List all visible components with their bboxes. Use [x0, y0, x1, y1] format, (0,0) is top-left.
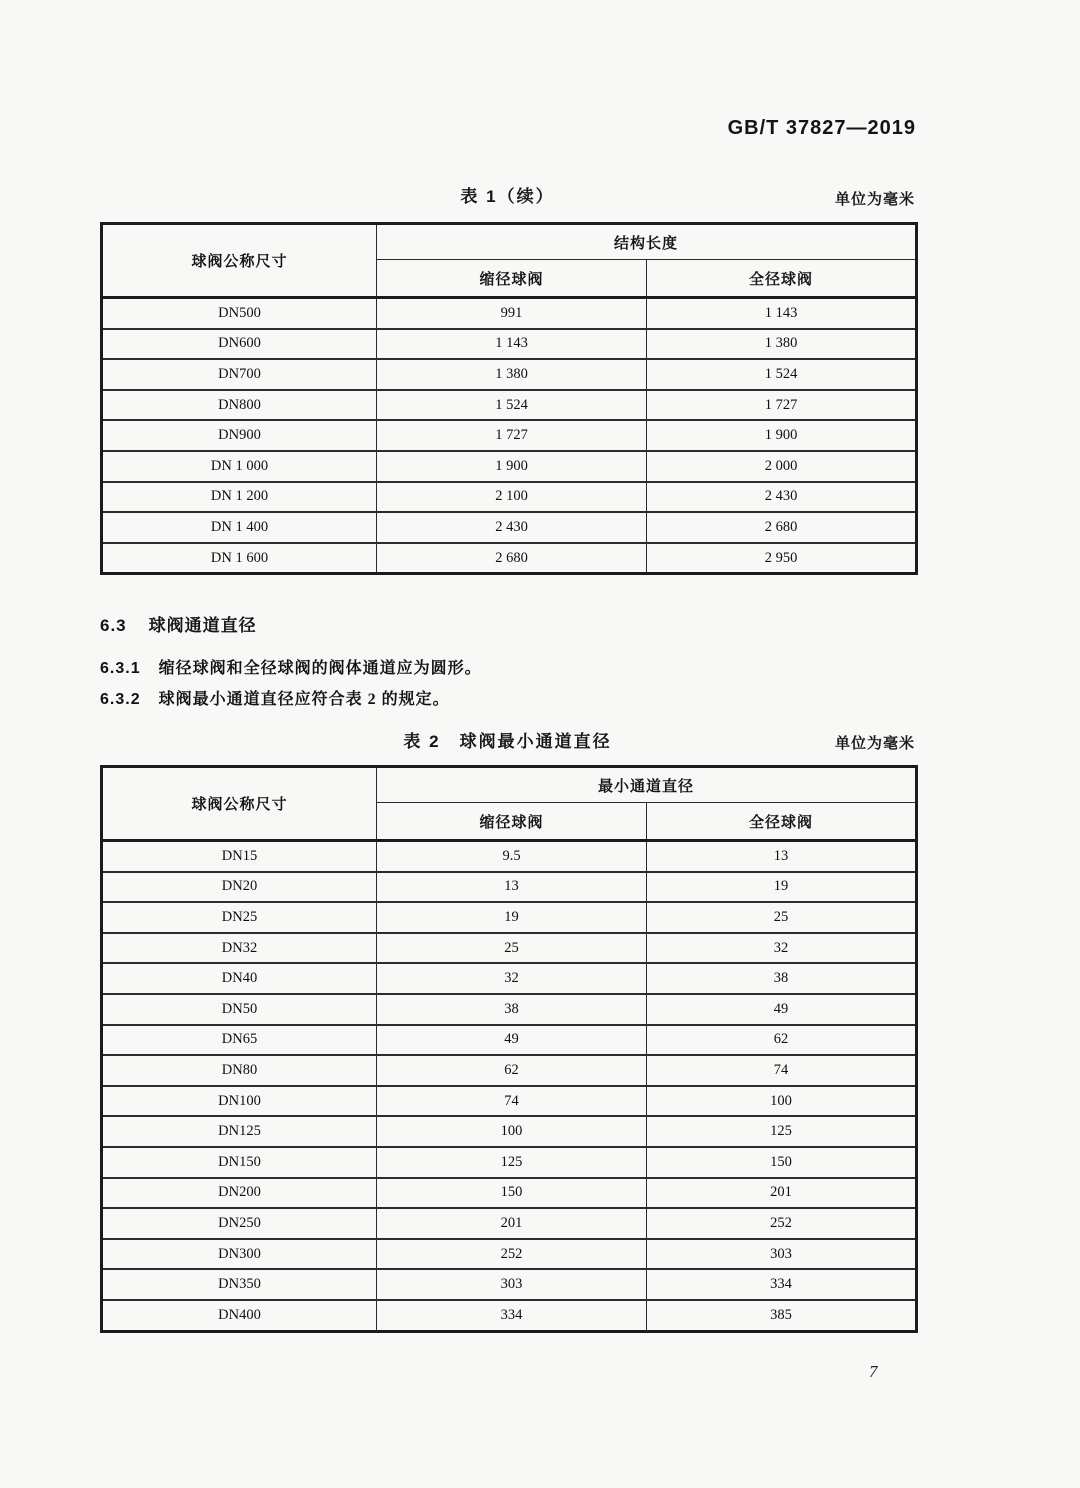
table-header-row: [102, 224, 917, 260]
page-number: 7: [869, 1362, 878, 1381]
cell-dn: DN125: [102, 1116, 377, 1147]
cell-dn: DN200: [102, 1178, 377, 1209]
cell-dn: DN600: [102, 329, 377, 360]
cell-full: 201: [647, 1178, 917, 1209]
cell-dn: DN 1 600: [102, 543, 377, 574]
table-row: [102, 933, 917, 964]
cell-reduced: 32: [377, 963, 647, 994]
table2-header: [102, 767, 917, 841]
table-header-row: [102, 767, 917, 803]
table2-subheader-reduced: 缩径球阀: [377, 803, 647, 841]
cell-dn: DN800: [102, 390, 377, 421]
cell-dn: DN700: [102, 359, 377, 390]
cell-dn: DN80: [102, 1055, 377, 1086]
section-heading: [100, 611, 257, 636]
cell-reduced: 125: [377, 1147, 647, 1178]
cell-reduced: 150: [377, 1178, 647, 1209]
cell-full: 2 430: [647, 482, 917, 513]
cell-reduced: 25: [377, 933, 647, 964]
cell-dn: DN150: [102, 1147, 377, 1178]
table-row: [102, 390, 917, 421]
standard-number: GB/T 37827—2019: [727, 117, 916, 139]
cell-reduced: 62: [377, 1055, 647, 1086]
table-row: [102, 1269, 917, 1300]
table-row: [102, 963, 917, 994]
table1-subheader-full: 全径球阀: [647, 260, 917, 298]
table-row: [102, 994, 917, 1025]
table-row: [102, 1208, 917, 1239]
cell-dn: DN300: [102, 1239, 377, 1270]
cell-reduced: 334: [377, 1300, 647, 1331]
table1-structure-length: [100, 222, 918, 575]
table2-group-header: 最小通道直径: [377, 767, 917, 803]
table-row: [102, 1178, 917, 1209]
cell-full: 49: [647, 994, 917, 1025]
cell-full: 1 524: [647, 359, 917, 390]
cell-full: 38: [647, 963, 917, 994]
cell-reduced: 303: [377, 1269, 647, 1300]
cell-dn: DN 1 200: [102, 482, 377, 513]
table2-col1-header: 球阀公称尺寸: [102, 767, 377, 841]
cell-full: 74: [647, 1055, 917, 1086]
cell-reduced: 1 524: [377, 390, 647, 421]
table1-body: [102, 298, 917, 574]
table-row: [102, 1086, 917, 1117]
cell-reduced: 252: [377, 1239, 647, 1270]
cell-reduced: 1 380: [377, 359, 647, 390]
cell-full: 2 950: [647, 543, 917, 574]
cell-full: 62: [647, 1025, 917, 1056]
cell-full: 13: [647, 841, 917, 872]
cell-reduced: 2 100: [377, 482, 647, 513]
cell-full: 125: [647, 1116, 917, 1147]
cell-dn: DN900: [102, 420, 377, 451]
cell-full: 2 680: [647, 512, 917, 543]
cell-reduced: 13: [377, 872, 647, 903]
cell-dn: DN40: [102, 963, 377, 994]
cell-reduced: 201: [377, 1208, 647, 1239]
cell-full: 385: [647, 1300, 917, 1331]
table-row: [102, 359, 917, 390]
table-row: [102, 420, 917, 451]
section-title: 球阀通道直径: [148, 616, 257, 635]
cell-full: 150: [647, 1147, 917, 1178]
cell-reduced: 38: [377, 994, 647, 1025]
table-row: [102, 1055, 917, 1086]
table2-body: [102, 841, 917, 1332]
table1-unit-note: 单位为毫米: [834, 191, 915, 208]
table-row: [102, 902, 917, 933]
cell-full: 334: [647, 1269, 917, 1300]
cell-full: 1 380: [647, 329, 917, 360]
cell-full: 1 727: [647, 390, 917, 421]
cell-full: 2 000: [647, 451, 917, 482]
cell-dn: DN100: [102, 1086, 377, 1117]
cell-reduced: 991: [377, 298, 647, 329]
cell-dn: DN25: [102, 902, 377, 933]
table-row: [102, 1116, 917, 1147]
table-row: [102, 1239, 917, 1270]
table-row: [102, 298, 917, 329]
cell-reduced: 9.5: [377, 841, 647, 872]
clause-6-3-2: [100, 686, 450, 709]
table-row: [102, 451, 917, 482]
cell-dn: DN350: [102, 1269, 377, 1300]
table-row: [102, 329, 917, 360]
cell-full: 303: [647, 1239, 917, 1270]
table1-header: [102, 224, 917, 298]
cell-dn: DN400: [102, 1300, 377, 1331]
cell-reduced: 1 727: [377, 420, 647, 451]
cell-full: 19: [647, 872, 917, 903]
table1-group-header: 结构长度: [377, 224, 917, 260]
cell-reduced: 19: [377, 902, 647, 933]
cell-dn: DN 1 000: [102, 451, 377, 482]
cell-reduced: 74: [377, 1086, 647, 1117]
table-row: [102, 1300, 917, 1331]
cell-reduced: 1 900: [377, 451, 647, 482]
cell-dn: DN65: [102, 1025, 377, 1056]
table-row: [102, 512, 917, 543]
cell-full: 252: [647, 1208, 917, 1239]
table2-subheader-full: 全径球阀: [647, 803, 917, 841]
cell-dn: DN15: [102, 841, 377, 872]
table2-min-bore: [100, 765, 918, 1333]
section-number: 6.3: [100, 616, 127, 635]
table-row: [102, 841, 917, 872]
cell-dn: DN32: [102, 933, 377, 964]
cell-reduced: 1 143: [377, 329, 647, 360]
cell-reduced: 49: [377, 1025, 647, 1056]
cell-reduced: 100: [377, 1116, 647, 1147]
clause-text: 球阀最小通道直径应符合表 2 的规定。: [158, 691, 450, 708]
table1-col1-header: 球阀公称尺寸: [102, 224, 377, 298]
cell-full: 1 900: [647, 420, 917, 451]
table2-unit-note: 单位为毫米: [834, 735, 915, 752]
table-row: [102, 1025, 917, 1056]
cell-reduced: 2 430: [377, 512, 647, 543]
clause-number: 6.3.2: [100, 691, 141, 708]
table2-caption: 表 2 球阀最小通道直径: [403, 732, 612, 751]
table-row: [102, 482, 917, 513]
table-row: [102, 543, 917, 574]
cell-dn: DN20: [102, 872, 377, 903]
cell-full: 25: [647, 902, 917, 933]
cell-dn: DN500: [102, 298, 377, 329]
clause-6-3-1: [100, 655, 482, 678]
cell-dn: DN 1 400: [102, 512, 377, 543]
table1-caption: 表 1（续）: [460, 187, 555, 206]
cell-reduced: 2 680: [377, 543, 647, 574]
cell-full: 100: [647, 1086, 917, 1117]
cell-full: 1 143: [647, 298, 917, 329]
cell-full: 32: [647, 933, 917, 964]
clause-text: 缩径球阀和全径球阀的阀体通道应为圆形。: [158, 660, 482, 677]
cell-dn: DN250: [102, 1208, 377, 1239]
table-row: [102, 872, 917, 903]
clause-number: 6.3.1: [100, 660, 141, 677]
cell-dn: DN50: [102, 994, 377, 1025]
table-row: [102, 1147, 917, 1178]
table1-subheader-reduced: 缩径球阀: [377, 260, 647, 298]
